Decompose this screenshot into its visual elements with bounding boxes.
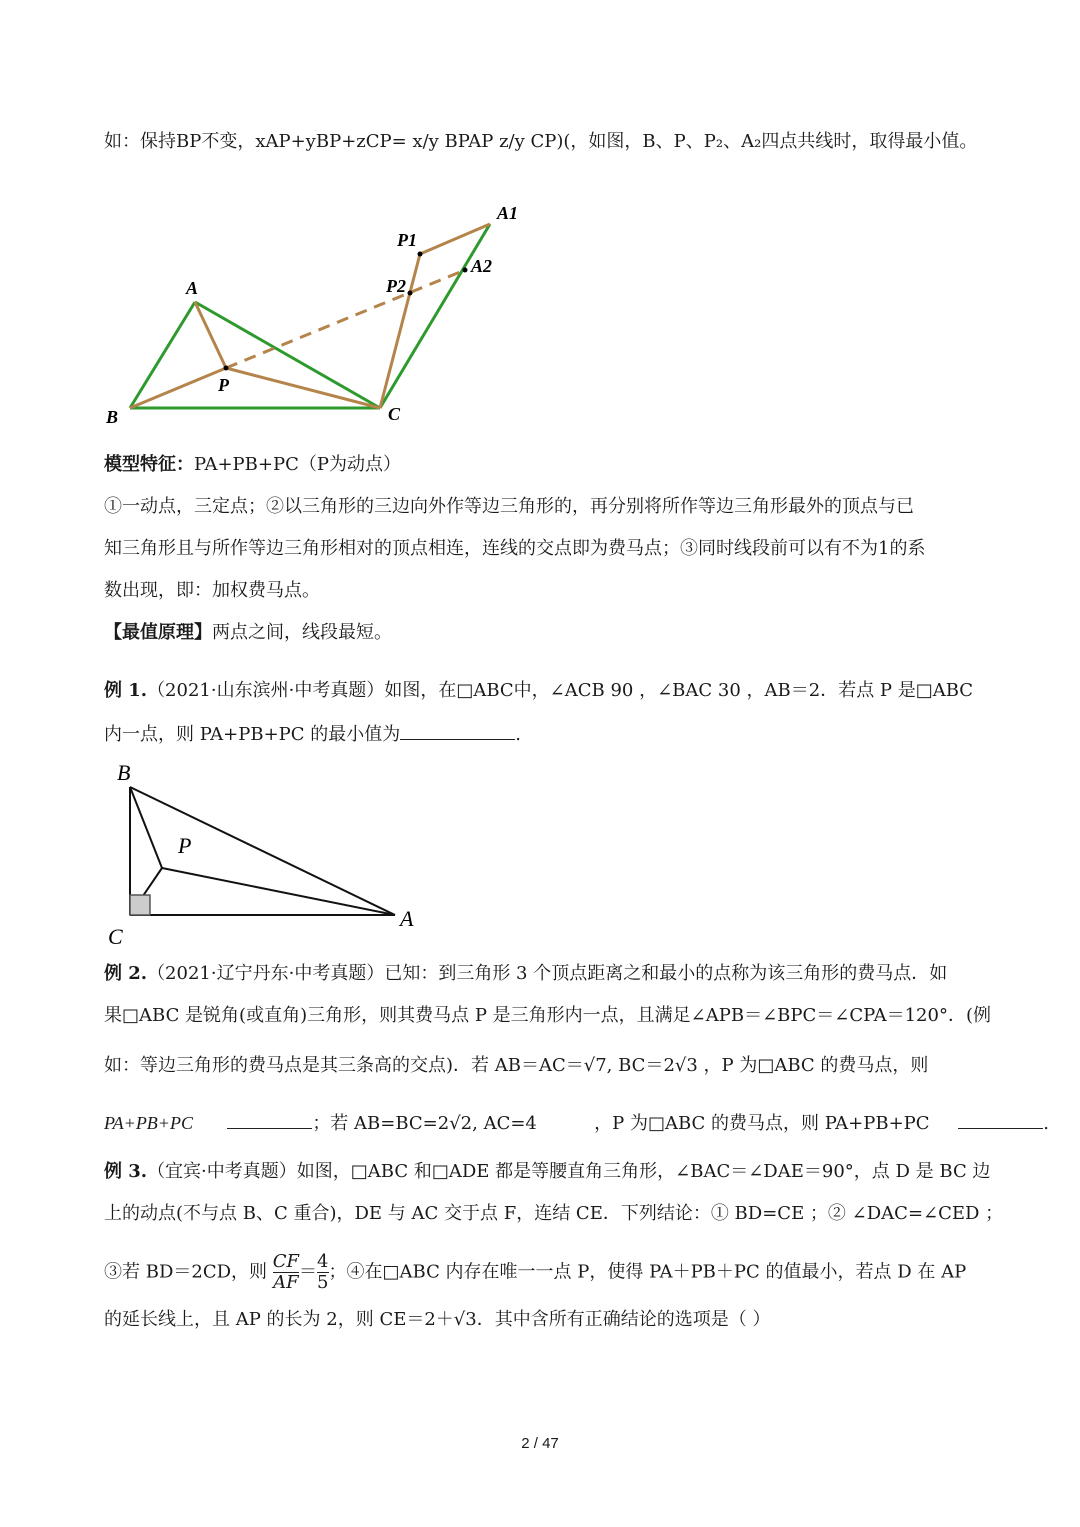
label-C: C [388, 404, 401, 424]
example-3-cont: 上的动点(不与点 B、C 重合)，DE 与 AC 交于点 F，连结 CE．下列结论：① BD=CE ；② ∠DAC=∠CED ； [104, 1203, 1004, 1224]
dashed-PA2 [226, 270, 465, 368]
label-B: B [106, 407, 119, 427]
example-3-cont: 的延长线上，且 AP 的长为 2，则 CE＝2＋√3．其中含所有正确结论的选项是（ ） [104, 1309, 771, 1330]
line-intro: 如：保持BP不变，xAP+yBP+zCP= x/y BPAP z/y CP)(，如图，B、P、P₂、A₂四点共线时，取得最小值。 [104, 131, 978, 152]
answer-blank[interactable] [227, 1110, 312, 1129]
fig2-label-B: B [117, 760, 131, 785]
figure-2-diagram [130, 787, 395, 915]
fig2-label-P: P [178, 833, 192, 858]
example-2-blanks: PA+PB+PC ；若 AB=BC=2√2, AC=4 ，P 为□ABC 的费马点，则 PA+PB+PC . [104, 1110, 1049, 1136]
example-2-cont: 如：等边三角形的费马点是其三条高的交点)．若 AB＝AC＝√7, BC＝2√3 ，P 为□ABC 的费马点，则 [104, 1055, 929, 1076]
answer-blank[interactable] [958, 1110, 1043, 1129]
example-2-cont: 果□ABC 是锐角(或直角)三角形，则其费马点 P 是三角形内一点，且满足∠APB＝∠BPC＝∠CPA＝120°．(例 [104, 1005, 991, 1026]
paragraph-line: ①一动点，三定点；②以三角形的三边向外作等边三角形的，再分别将所作等边三角形最外的顶点与已 [104, 496, 914, 517]
paragraph-line: 数出现，即：加权费马点。 [104, 580, 320, 601]
fig2-label-C: C [108, 924, 123, 949]
label-P1: P1 [397, 230, 417, 250]
edge-BP [130, 368, 226, 408]
edge-CA1 [380, 224, 493, 408]
example-3-cont: ③若 BD＝2CD，则 $\frac{CF}{AF}$ ＝ $\frac{4}{5}$ ；④在□ABC 内存在唯一一点 P，使得 PA＋PB＋PC 的值最小，若点 D 在 AP [104, 1251, 967, 1293]
example-1: 例 1.（2021·山东滨州·中考真题）如图，在□ABC中，∠ACB 90 ，∠BAC 30 ，AB＝2．若点 P 是□ABC [104, 680, 974, 701]
answer-blank[interactable] [400, 721, 515, 740]
right-angle-mark [130, 895, 150, 915]
edge-BA [130, 302, 195, 408]
page-number: 2 / 47 [521, 1435, 559, 1452]
edge-PC [226, 368, 380, 408]
model-features: 模型特征：PA+PB+PC（P为动点） [104, 454, 401, 475]
label-A1: A1 [497, 203, 519, 223]
principle: 【最值原理】两点之间，线段最短。 [104, 622, 392, 643]
label-A: A [186, 278, 199, 298]
label-A2: A2 [471, 256, 493, 276]
label-P: P [218, 375, 229, 395]
label-P2: P2 [386, 276, 406, 296]
example-2: 例 2.（2021·辽宁丹东·中考真题）已知：到三角形 3 个顶点距离之和最小的点称为该三角形的费马点．如 [104, 963, 948, 984]
example-1-cont: 内一点，则 PA+PB+PC 的最小值为 . [104, 721, 521, 747]
paragraph-line: 知三角形且与所作等边三角形相对的顶点相连，连线的交点即为费马点；③同时线段前可以有不为1的系 [104, 538, 926, 559]
fig2-label-A: A [400, 906, 414, 931]
example-3: 例 3.（宜宾·中考真题）如图，□ABC 和□ADE 都是等腰直角三角形，∠BAC＝∠DAE＝90°，点 D 是 BC 边 [104, 1161, 991, 1182]
